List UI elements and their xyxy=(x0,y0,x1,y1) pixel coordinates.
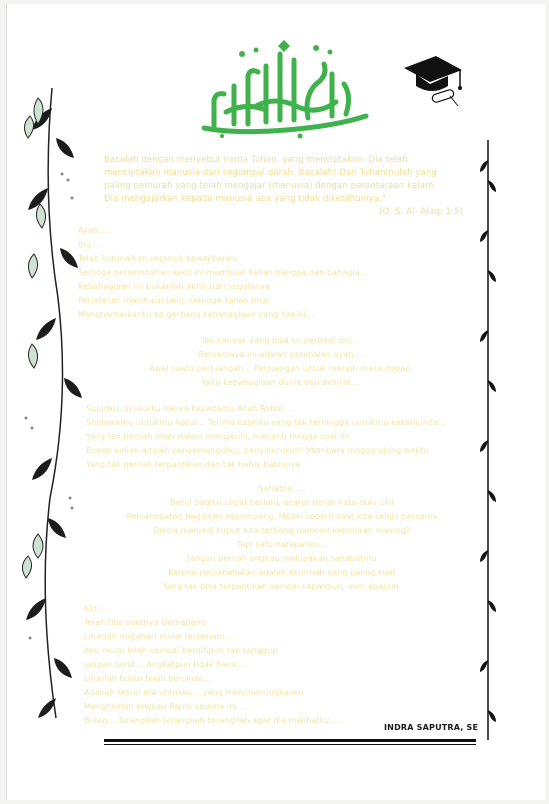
poem-line: Kini.... xyxy=(84,604,110,613)
poem-line: Persahabatan bagaikan kepompong, Mbaki seperti saat kita selalu bersama xyxy=(126,512,438,521)
poem-line: Ibu..... xyxy=(78,240,105,249)
poem-line: Adakah sesuil ara untukku....yang menchenungkanku xyxy=(84,688,304,697)
poem-line: Kebahagiaan ini bukanlah akhir dari segalanya xyxy=(78,282,270,291)
quote-line: menciptakan manusia dari segumpal darah. Bacalah! Dan Tuhanmulah yang xyxy=(104,168,437,178)
author-signature: INDRA SAPUTRA, SE xyxy=(384,723,479,732)
poem-line: Diksla menjadi kupuk kita terbang menceri kebiduran masing2 xyxy=(153,526,411,535)
poem-line: Yang tak pernah lelah dalam mengasihi, menanti hingga saat ini xyxy=(86,432,351,441)
poem-line: Telah tiba saatnya Gemapano xyxy=(84,618,206,627)
poem-line: Yaitu kebahagiaan dunia dan akhirat... xyxy=(201,378,359,387)
poem-line: Bersamaya ini adalah perenalan ayah... xyxy=(198,350,362,359)
poem-line: Aku mulai lelah sampai berditipun tak sanggup xyxy=(84,646,278,655)
poem-line: Menghilalah engkau Raulo selama ini.... xyxy=(84,702,248,711)
poem-line: Sujudku, syukurku hanya kepadamu Allah Robbi.... xyxy=(86,404,294,413)
poem-line: Sahabta..... xyxy=(258,484,306,493)
poem-line: Menghantarkanku ke gerbang kebahagiaan yang hakiki... xyxy=(78,310,314,319)
poem-line: Perjalanan masih panjang, semoga kalian bisa xyxy=(78,296,269,305)
poem-line: Telah kutunaikan sepucuk kewajibanku xyxy=(78,254,238,263)
poem-line: Sholawatku untukmu Rosul... Terima kasihku yang tak terhingga untukmu kakanjunda... xyxy=(86,418,447,427)
quote-line: Bacalah dengan menyebut nama Tuhan, yang menciptakan. Dia telah xyxy=(104,155,408,165)
poem-line: Liharlah bulan telah bersinar.... xyxy=(84,674,213,683)
poem-line: Semoga persembahan kecil ini membuat kalian bangga dan bahagia... xyxy=(78,268,368,277)
poem-line: Betul bagiku cepat berlalu, ecarat benar kata dulu ciliI xyxy=(170,498,394,507)
poem-line: Tapi satu harapanku... xyxy=(236,540,328,549)
poem-line: Karena persahabatan adalah akhirnah yang paling kuat xyxy=(168,568,396,577)
footer-rule-thin xyxy=(104,744,476,745)
poem-line: Liharlah matahari mulai terbenam.... xyxy=(84,632,236,641)
poem-line: Yang tak bisa terpantikan sampai kapanpun, oleh apapun. xyxy=(162,582,402,591)
poem-line: Jangan takut....Angkatpun tidak hana.... xyxy=(84,660,248,669)
poem-line: Tak banyak yang bisa ku perbuat ibu... xyxy=(200,336,360,345)
poem-line: Bulan....Terangilah-terangilah-terangilah agar dia melihatku...... xyxy=(84,716,346,725)
footer-rule xyxy=(104,739,476,742)
quote-reference: (Q. S. Al- Alaq: 1-5) xyxy=(379,207,463,217)
poem-line: Yang tak pernah terpantikan dan tak habis-habisnya xyxy=(86,460,301,469)
poem-line: Energi kalian adalah penyemangatku, penyiburukul!! Membara hingga ujung waktu xyxy=(86,446,429,455)
quote-line: Dia mengajarkan kepada manusia apa yang tidak diketahuinya." xyxy=(104,194,386,204)
poem-line: Awal suatu perjuangan... Perjuangan untuk meraih masa depan xyxy=(149,364,411,373)
poem-line: Jangan pernah engkau melupakan sahabatmu xyxy=(187,554,377,563)
quote-line: paling pemurah yang telah mengajar (manusia) dengan perantaraan kalam. xyxy=(104,181,437,191)
poem-line: Ayah..... xyxy=(78,226,112,235)
